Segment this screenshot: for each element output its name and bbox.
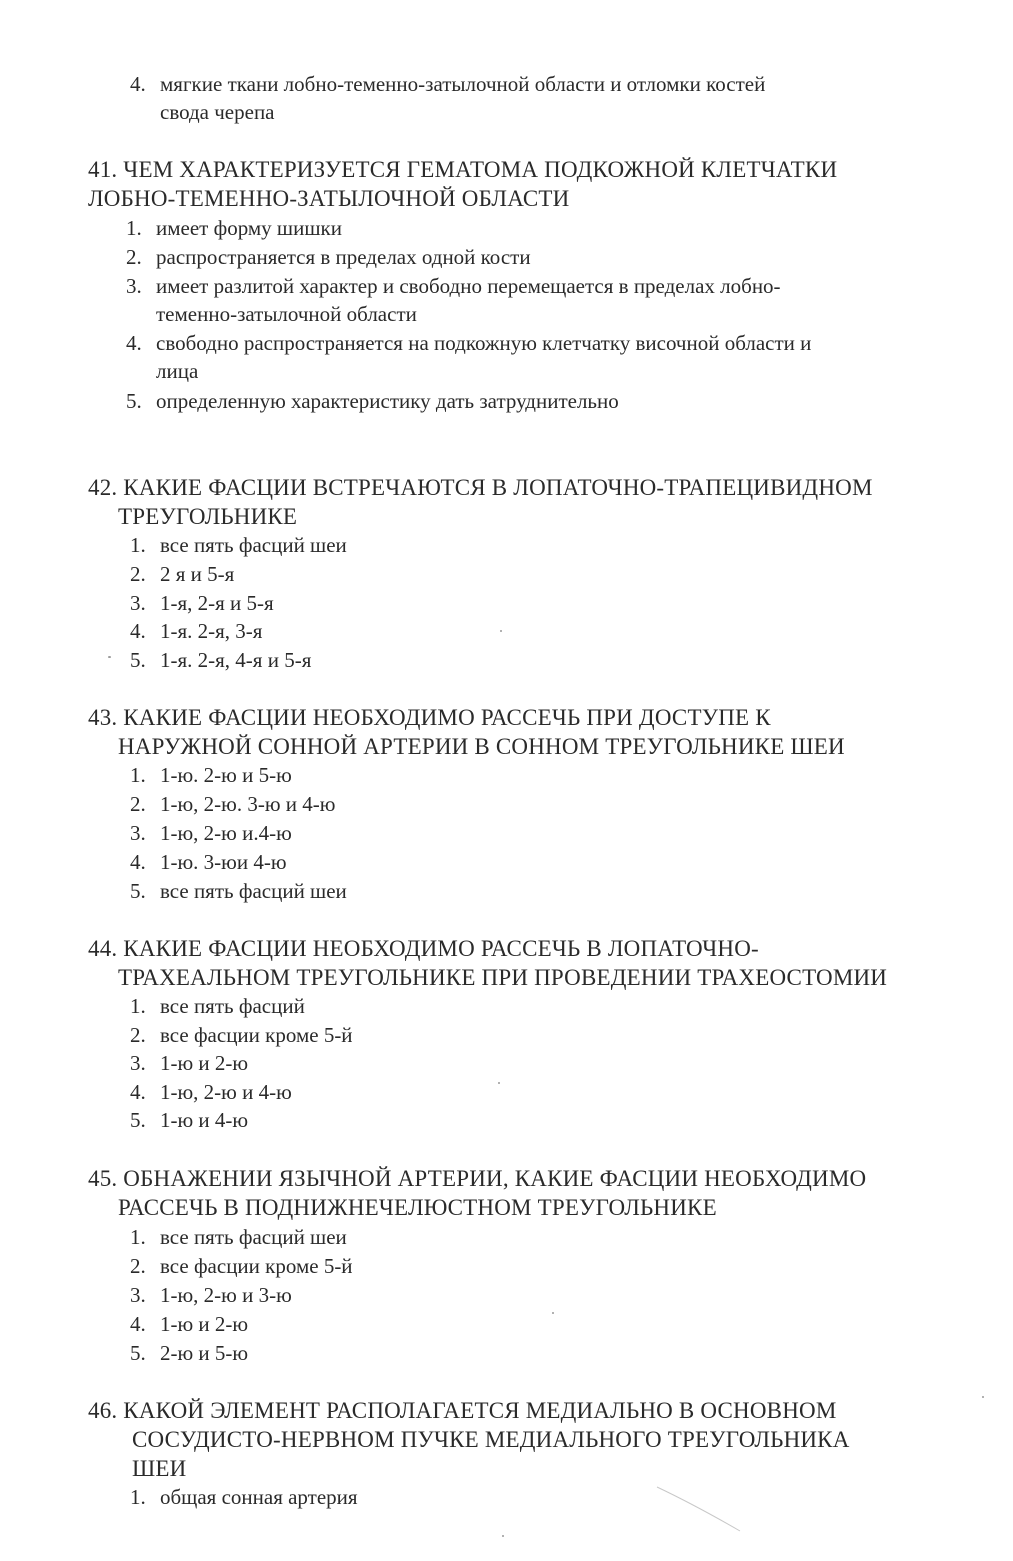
list-item bbox=[126, 214, 342, 242]
option-number: 3. bbox=[130, 1283, 146, 1307]
option-number: 2. bbox=[130, 792, 146, 816]
option-text: имеет форму шишки bbox=[156, 216, 342, 240]
option-number: 5. bbox=[130, 648, 146, 672]
question-title-line: НАРУЖНОЙ СОННОЙ АРТЕРИИ В СОННОМ ТРЕУГОЛЬНИКЕ ШЕИ bbox=[118, 734, 845, 759]
question-title-line: ТРАХЕАЛЬНОМ ТРЕУГОЛЬНИКЕ ПРИ ПРОВЕДЕНИИ ТРАХЕОСТОМИИ bbox=[118, 965, 888, 990]
scan-speck bbox=[108, 656, 111, 658]
option-number: 4. bbox=[130, 72, 146, 96]
question-title-line: 42. КАКИЕ ФАСЦИИ ВСТРЕЧАЮТСЯ В ЛОПАТОЧНО-ТРАПЕЦИВИДНОМ bbox=[88, 475, 873, 500]
list-item bbox=[130, 877, 347, 905]
question-title-line: 45. ОБНАЖЕНИИ ЯЗЫЧНОЙ АРТЕРИИ, КАКИЕ ФАСЦИИ НЕОБХОДИМО bbox=[88, 1166, 867, 1191]
option-text: 1-ю и 2-ю bbox=[160, 1312, 249, 1336]
option-text: все пять фасций шеи bbox=[160, 1225, 347, 1249]
option-text: 1-ю и 2-ю bbox=[160, 1051, 249, 1075]
option-text: 1-ю. 2-ю и 5-ю bbox=[160, 763, 292, 787]
option-number: 4. bbox=[126, 331, 142, 355]
question-title-line: 46. КАКОЙ ЭЛЕМЕНТ РАСПОЛАГАЕТСЯ МЕДИАЛЬНО В ОСНОВНОМ bbox=[88, 1398, 837, 1423]
list-item bbox=[130, 646, 311, 674]
scan-speck bbox=[502, 1535, 504, 1537]
option-number: 3. bbox=[130, 591, 146, 615]
option-text-continued: лица bbox=[156, 359, 199, 383]
question-title bbox=[88, 155, 837, 213]
list-item bbox=[130, 1021, 353, 1049]
option-number: 1. bbox=[130, 763, 146, 787]
option-text: имеет разлитой характер и свободно перемещается в пределах лобно- bbox=[156, 274, 781, 298]
list-item bbox=[130, 1483, 358, 1511]
option-number: 3. bbox=[130, 821, 146, 845]
question-title-line: ЛОБНО-ТЕМЕННО-ЗАТЫЛОЧНОЙ ОБЛАСТИ bbox=[88, 186, 570, 211]
option-number: 5. bbox=[130, 879, 146, 903]
option-number: 2. bbox=[130, 562, 146, 586]
question-title-line: ТРЕУГОЛЬНИКЕ bbox=[118, 504, 298, 529]
option-text: 1-я, 2-я и 5-я bbox=[160, 591, 274, 615]
option-text: 1-я. 2-я, 3-я bbox=[160, 619, 263, 643]
option-number: 4. bbox=[130, 619, 146, 643]
option-text: все фасции кроме 5-й bbox=[160, 1023, 353, 1047]
question-title bbox=[88, 703, 845, 761]
option-number: 4. bbox=[130, 850, 146, 874]
option-number: 5. bbox=[130, 1341, 146, 1365]
scan-speck bbox=[498, 1082, 500, 1084]
option-number: 3. bbox=[126, 274, 142, 298]
option-text: 1-ю. 3-юи 4-ю bbox=[160, 850, 287, 874]
list-item bbox=[130, 70, 765, 126]
list-item bbox=[130, 1310, 248, 1338]
list-item bbox=[130, 1049, 248, 1077]
list-item bbox=[130, 1106, 248, 1134]
list-item bbox=[126, 243, 531, 271]
option-text: 1-ю, 2-ю и 4-ю bbox=[160, 1080, 292, 1104]
option-text: 1-ю, 2-ю и 3-ю bbox=[160, 1283, 292, 1307]
option-number: 4. bbox=[130, 1080, 146, 1104]
option-number: 2. bbox=[126, 245, 142, 269]
option-number: 5. bbox=[130, 1108, 146, 1132]
option-text: мягкие ткани лобно-теменно-затылочной области и отломки костей bbox=[160, 72, 766, 96]
question-title bbox=[88, 1396, 850, 1483]
option-number: 5. bbox=[126, 389, 142, 413]
list-item bbox=[126, 387, 619, 415]
list-item bbox=[130, 1078, 292, 1106]
list-item bbox=[130, 848, 287, 876]
option-number: 1. bbox=[130, 533, 146, 557]
question-title-line: 41. ЧЕМ ХАРАКТЕРИЗУЕТСЯ ГЕМАТОМА ПОДКОЖНОЙ КЛЕТЧАТКИ bbox=[88, 157, 838, 182]
list-item bbox=[130, 1281, 292, 1309]
option-text: 2-ю и 5-ю bbox=[160, 1341, 249, 1365]
option-number: 2. bbox=[130, 1023, 146, 1047]
scan-speck bbox=[552, 1312, 554, 1314]
scan-speck bbox=[500, 630, 502, 632]
list-item bbox=[130, 560, 234, 588]
list-item bbox=[130, 819, 292, 847]
option-text: 1-я. 2-я, 4-я и 5-я bbox=[160, 648, 312, 672]
question-title-line: ШЕИ bbox=[132, 1456, 187, 1481]
question-title-line: РАССЕЧЬ В ПОДНИЖНЕЧЕЛЮСТНОМ ТРЕУГОЛЬНИКЕ bbox=[118, 1195, 717, 1220]
option-text: 1-ю, 2-ю и.4-ю bbox=[160, 821, 292, 845]
list-item bbox=[130, 1252, 353, 1280]
scan-speck bbox=[982, 1396, 984, 1398]
option-text: все пять фасций bbox=[160, 994, 305, 1018]
option-number: 3. bbox=[130, 1051, 146, 1075]
option-text-continued: свода черепа bbox=[160, 100, 275, 124]
list-item bbox=[126, 272, 781, 328]
option-number: 4. bbox=[130, 1312, 146, 1336]
list-item bbox=[130, 761, 292, 789]
list-item bbox=[130, 1223, 347, 1251]
question-title-line: СОСУДИСТО-НЕРВНОМ ПУЧКЕ МЕДИАЛЬНОГО ТРЕУГОЛЬНИКА bbox=[132, 1427, 850, 1452]
option-number: 1. bbox=[130, 1485, 146, 1509]
question-title-line: 43. КАКИЕ ФАСЦИИ НЕОБХОДИМО РАССЕЧЬ ПРИ ДОСТУПЕ К bbox=[88, 705, 771, 730]
option-text-continued: теменно-затылочной области bbox=[156, 302, 417, 326]
scan-scratch bbox=[655, 1485, 745, 1535]
list-item bbox=[126, 329, 811, 385]
list-item bbox=[130, 617, 262, 645]
list-item bbox=[130, 992, 305, 1020]
list-item bbox=[130, 589, 274, 617]
option-text: все пять фасций шеи bbox=[160, 533, 347, 557]
option-text: все фасции кроме 5-й bbox=[160, 1254, 353, 1278]
option-text: 1-ю и 4-ю bbox=[160, 1108, 249, 1132]
question-title-line: 44. КАКИЕ ФАСЦИИ НЕОБХОДИМО РАССЕЧЬ В ЛОПАТОЧНО- bbox=[88, 936, 759, 961]
question-title bbox=[88, 1164, 866, 1222]
option-text: определенную характеристику дать затруднительно bbox=[156, 389, 619, 413]
option-number: 2. bbox=[130, 1254, 146, 1278]
option-text: 2 я и 5-я bbox=[160, 562, 235, 586]
list-item bbox=[130, 531, 347, 559]
option-text: 1-ю, 2-ю. 3-ю и 4-ю bbox=[160, 792, 336, 816]
list-item bbox=[130, 1339, 248, 1367]
question-title bbox=[88, 473, 873, 531]
option-text: свободно распространяется на подкожную клетчатку височной области и bbox=[156, 331, 812, 355]
option-number: 1. bbox=[126, 216, 142, 240]
option-text: общая сонная артерия bbox=[160, 1485, 358, 1509]
option-text: распространяется в пределах одной кости bbox=[156, 245, 531, 269]
list-item bbox=[130, 790, 335, 818]
option-text: все пять фасций шеи bbox=[160, 879, 347, 903]
option-number: 1. bbox=[130, 994, 146, 1018]
question-title bbox=[88, 934, 887, 992]
option-number: 1. bbox=[130, 1225, 146, 1249]
